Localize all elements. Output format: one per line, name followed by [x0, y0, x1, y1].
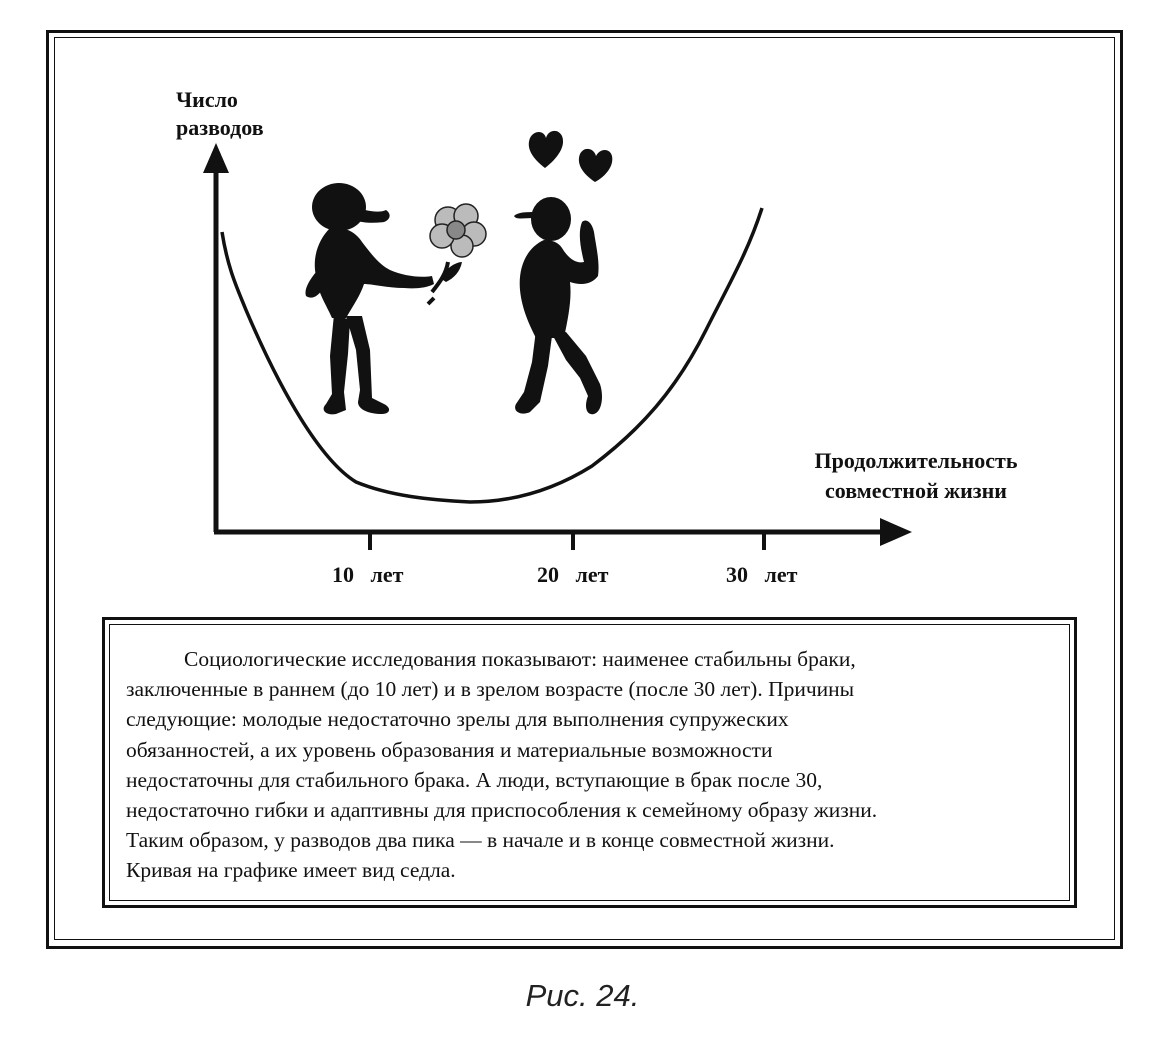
tick-value: 10: [332, 562, 354, 587]
note-line: обязанностей, а их уровень образования и материальные возможности: [126, 737, 773, 762]
tick-label-10: [332, 562, 403, 588]
heart-icon: [529, 131, 563, 168]
divorce-curve: [222, 208, 762, 502]
note-line: недостаточно гибки и адаптивны для приспособления к семейному образу жизни.: [126, 798, 878, 823]
note-text: [126, 644, 1056, 886]
tick-value: 20: [537, 562, 559, 587]
note-line: Таким образом, у разводов два пика — в начале и в конце совместной жизни.: [126, 828, 835, 853]
note-line: недостаточны для стабильного брака. А люди, вступающие в брак после 30,: [126, 767, 823, 792]
note-line: заключенные в раннем (до 10 лет) и в зрелом возрасте (после 30 лет). Причины: [126, 677, 855, 702]
x-axis-label: [776, 446, 1056, 506]
y-axis-label-line: разводов: [176, 115, 264, 140]
x-axis-arrow: [880, 518, 912, 546]
figure-caption: Рис. 24.: [525, 978, 640, 1013]
tick-label-30: [726, 562, 797, 588]
tick-unit: лет: [764, 562, 798, 587]
note-line: Кривая на графике имеет вид седла.: [126, 858, 456, 883]
x-axis-label-line: совместной жизни: [825, 478, 1007, 503]
y-axis-arrow: [203, 143, 229, 173]
y-axis-label-line: Число: [176, 87, 238, 112]
tick-unit: лет: [575, 562, 609, 587]
heart-icon: [579, 149, 612, 182]
woman: [514, 197, 602, 414]
man-with-flower: [305, 183, 486, 414]
y-axis-label: [176, 86, 336, 142]
flower-icon: [430, 204, 486, 257]
tick-unit: лет: [370, 562, 404, 587]
note-line: следующие: молодые недостаточно зрелы для выполнения супружеских: [126, 707, 789, 732]
note-line: Социологические исследования показывают: наименее стабильны браки,: [184, 647, 856, 671]
tick-value: 30: [726, 562, 748, 587]
tick-label-20: [537, 562, 608, 588]
x-axis-label-line: Продолжительность: [814, 448, 1018, 473]
